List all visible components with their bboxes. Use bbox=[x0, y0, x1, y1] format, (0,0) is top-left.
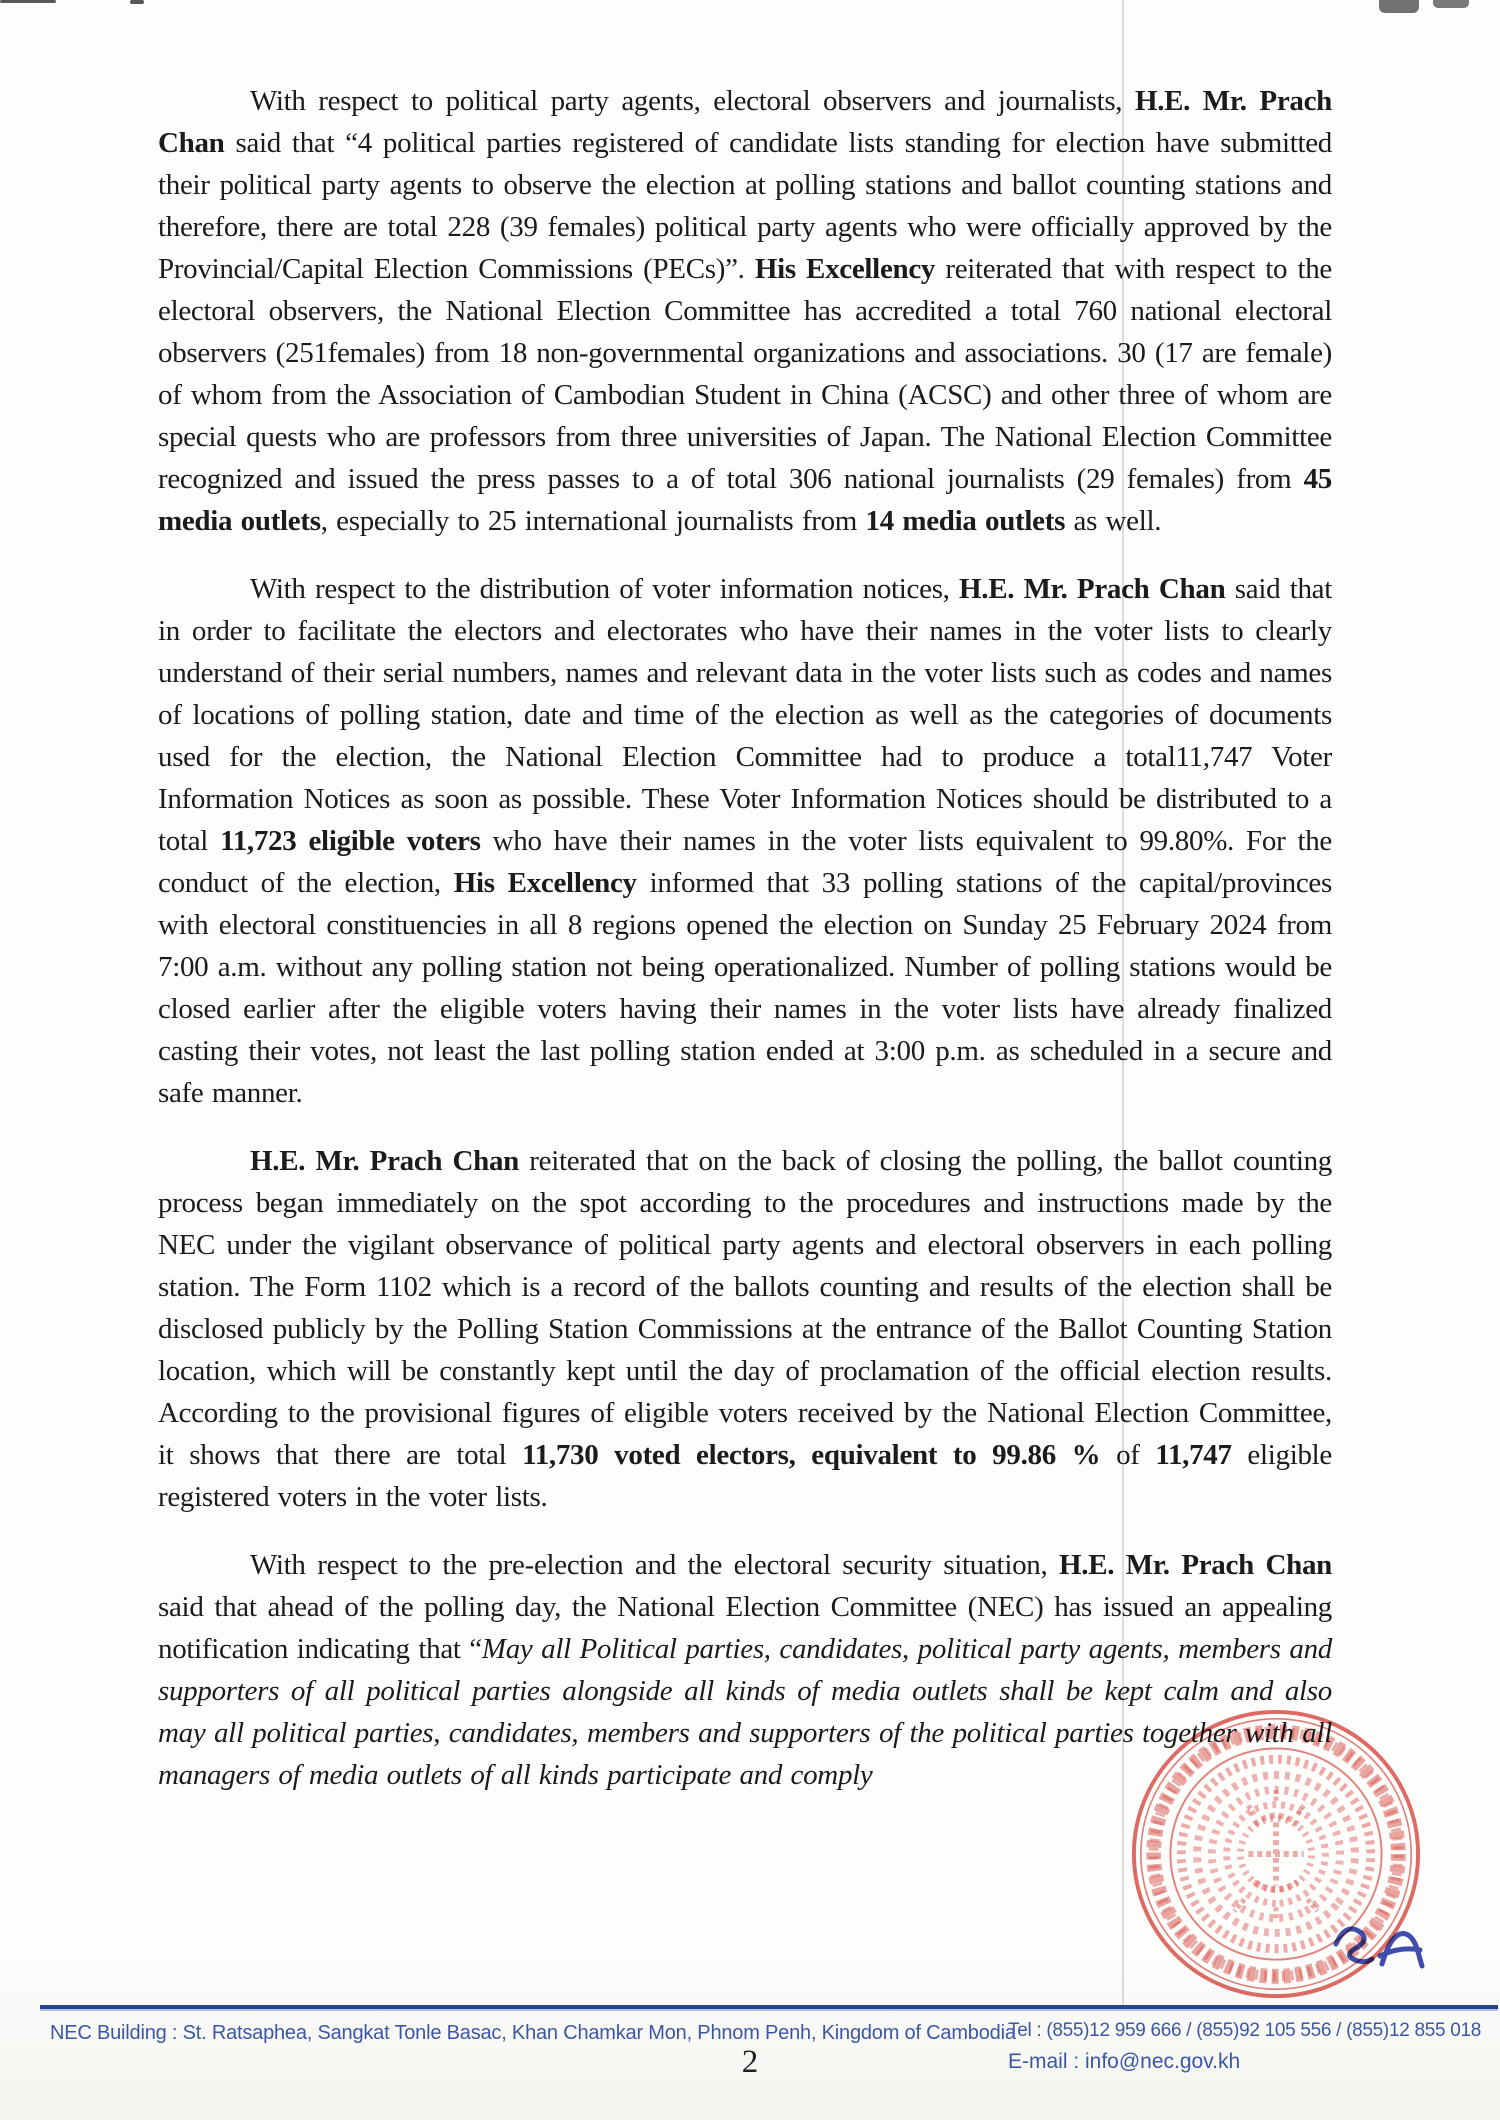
footer-email: E-mail : info@nec.gov.kh bbox=[1008, 2050, 1241, 2073]
text-segment: said that “4 political parties registered of candidate lists standing for election have submitted their political party agents to observe the election at polling stations and ballot counting stations and therefore, there are total 228 (39 females) political party agents who were officially approved by the Provincial/Capital Election Commissions (PECs)”. bbox=[158, 127, 1332, 285]
text-segment: His Excellency bbox=[453, 867, 637, 899]
paragraph bbox=[158, 80, 1332, 542]
text-segment: reiterated that with respect to the electoral observers, the National Election Committee has accredited a total 760 national electoral observers (251females) from 18 non-governmental organizations and associations. 30 (17 are female) of whom from the Association of Cambodian Student in China (ACSC) and other three of whom are special quests who are professors from three universities of Japan. The National Election Committee recognized and issued the press passes to a of total 306 national journalists (29 females) from bbox=[158, 253, 1333, 495]
scan-edge-smudge bbox=[0, 0, 56, 3]
text-segment: 11,747 bbox=[1155, 1439, 1232, 1471]
scan-edge-smudge bbox=[130, 0, 144, 4]
text-segment: reiterated that on the back of closing the polling, the ballot counting process began immediately on the spot according to the procedures and instructions made by the NEC under the vigilant observance of political party agents and electoral observers in each polling station. The Form 1102 which is a record of the ballots counting and results of the election shall be disclosed publicly by the Polling Station Commissions at the entrance of the Ballot Counting Station location, which will be constantly kept until the day of proclamation of the official election results. According to the provisional figures of eligible voters received by the National Election Committee, it shows that there are total bbox=[158, 1145, 1332, 1471]
text-segment: H.E. Mr. Prach Chan bbox=[959, 573, 1226, 605]
text-segment: said that ahead of the polling day, the National Election Committee (NEC) has issued an appealing notification indicating that “ bbox=[158, 1591, 1332, 1665]
text-segment: eligible registered voters in the voter lists. bbox=[158, 1439, 1333, 1513]
signature-initials bbox=[1318, 1912, 1438, 1982]
text-segment: 11,723 eligible voters bbox=[220, 825, 481, 857]
text-segment: May all Political parties, candidates, political party agents, members and supporters of all political parties alongside all kinds of media outlets shall be kept calm and also may all political parties, candidates, members and supporters of the political parties together with all managers of media outlets of all kinds participate and comply bbox=[158, 1633, 1332, 1791]
scan-edge-smudge bbox=[1379, 0, 1419, 13]
text-segment: His Excellency bbox=[754, 253, 936, 285]
page-number: 2 bbox=[741, 2044, 759, 2080]
paragraph bbox=[158, 568, 1332, 1114]
text-segment: 14 media outlets bbox=[865, 505, 1066, 537]
text-segment: H.E. Mr. Prach Chan bbox=[250, 1145, 519, 1177]
text-segment: said that in order to facilitate the electors and electorates who have their names in the voter lists to clearly understand of their serial numbers, names and relevant data in the voter lists such as codes and names of locations of polling station, date and time of the election as well as the categories of documents used for the election, the National Election Committee had to produce a total11,747 Voter Information Notices as soon as possible. These Voter Information Notices should be distributed to a total bbox=[158, 573, 1332, 857]
text-segment: , especially to 25 international journalists from bbox=[320, 505, 866, 537]
footer-telephone: Tel : (855)12 959 666 / (855)92 105 556 / (855)12 855 018 bbox=[1008, 2020, 1482, 2041]
footer-address: NEC Building : St. Ratsaphea, Sangkat Tonle Basac, Khan Chamkar Mon, Phnom Penh, Kingdom of Cambodia bbox=[50, 2022, 1016, 2044]
footer-divider-line bbox=[40, 2005, 1498, 2009]
text-segment: With respect to the pre-election and the electoral security situation, bbox=[250, 1549, 1060, 1581]
text-segment: as well. bbox=[1065, 505, 1162, 537]
scan-edge-smudge bbox=[1433, 0, 1469, 8]
text-segment: of bbox=[1100, 1439, 1156, 1471]
text-segment: With respect to political party agents, electoral observers and journalists, bbox=[250, 85, 1135, 117]
text-segment: 45 media outlets bbox=[158, 463, 1332, 537]
text-segment: 11,730 voted electors, equivalent to 99.86 % bbox=[522, 1439, 1101, 1471]
text-segment: H.E. Mr. Prach Chan bbox=[158, 85, 1332, 159]
document-body bbox=[158, 80, 1332, 1796]
text-segment: who have their names in the voter lists equivalent to 99.80%. For the conduct of the election, bbox=[158, 825, 1333, 899]
text-segment: informed that 33 polling stations of the capital/provinces with electoral constituencies in all 8 regions opened the election on Sunday 25 February 2024 from 7:00 a.m. without any polling station not being operationalized. Number of polling stations would be closed earlier after the eligible voters having their names in the voter lists have already finalized casting their votes, not least the last polling station ended at 3:00 p.m. as scheduled in a secure and safe manner. bbox=[158, 867, 1332, 1109]
paragraph bbox=[158, 1544, 1332, 1796]
text-segment: H.E. Mr. Prach Chan bbox=[1059, 1549, 1332, 1581]
text-segment: With respect to the distribution of voter information notices, bbox=[250, 573, 960, 605]
paragraph bbox=[158, 1140, 1332, 1518]
